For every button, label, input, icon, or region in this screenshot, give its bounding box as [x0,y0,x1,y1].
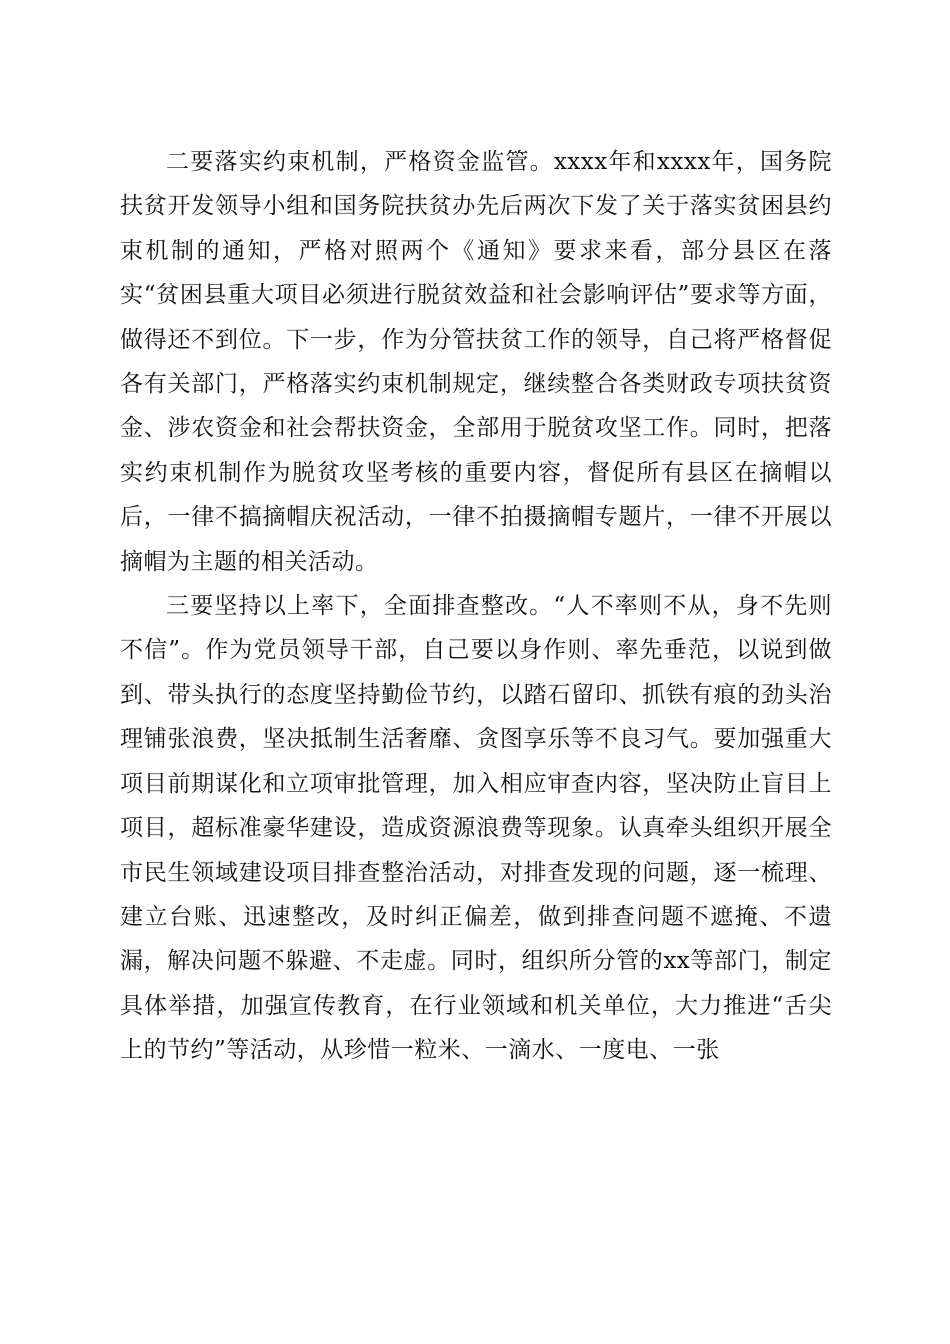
paragraph-constraint-mechanism: 二要落实约束机制，严格资金监管。xxxx年和xxxx年，国务院扶贫开发领导小组和国务院扶贫办先后两次下发了关于落实贫困县约束机制的通知，严格对照两个《通知》要求来看，部分县区在落实“贫困县重大项目必须进行脱贫效益和社会影响评估”要求等方面，做得还不到位。下一步，作为分管扶贫工作的领导，自己将严格督促各有关部门，严格落实约束机制规定，继续整合各类财政专项扶贫资金、涉农资金和社会帮扶资金，全部用于脱贫攻坚工作。同时，把落实约束机制作为脱贫攻坚考核的重要内容，督促所有县区在摘帽以后，一律不搞摘帽庆祝活动，一律不拍摄摘帽专题片，一律不开展以摘帽为主题的相关活动。 [120,149,832,575]
document-body [120,140,832,1073]
paragraph-lead-by-example: 三要坚持以上率下，全面排查整改。“人不率则不从，身不先则不信”。作为党员领导干部，自己要以身作则、率先垂范，以说到做到、带头执行的态度坚持勤俭节约，以踏石留印、抓铁有痕的劲头治理铺张浪费，坚决抵制生活奢靡、贪图享乐等不良习气。要加强重大项目前期谋化和立项审批管理，加入相应审查内容，坚决防止盲目上项目，超标准豪华建设，造成资源浪费等现象。认真牵头组织开展全市民生领域建设项目排查整治活动，对排查发现的问题，逐一梳理、建立台账、迅速整改，及时纠正偏差，做到排查问题不遮掩、不遗漏，解决问题不躲避、不走虚。同时，组织所分管的xx等部门，制定具体举措，加强宣传教育，在行业领域和机关单位，大力推进“舌尖上的节约”等活动，从珍惜一粒米、一滴水、一度电、一张 [120,593,832,1064]
